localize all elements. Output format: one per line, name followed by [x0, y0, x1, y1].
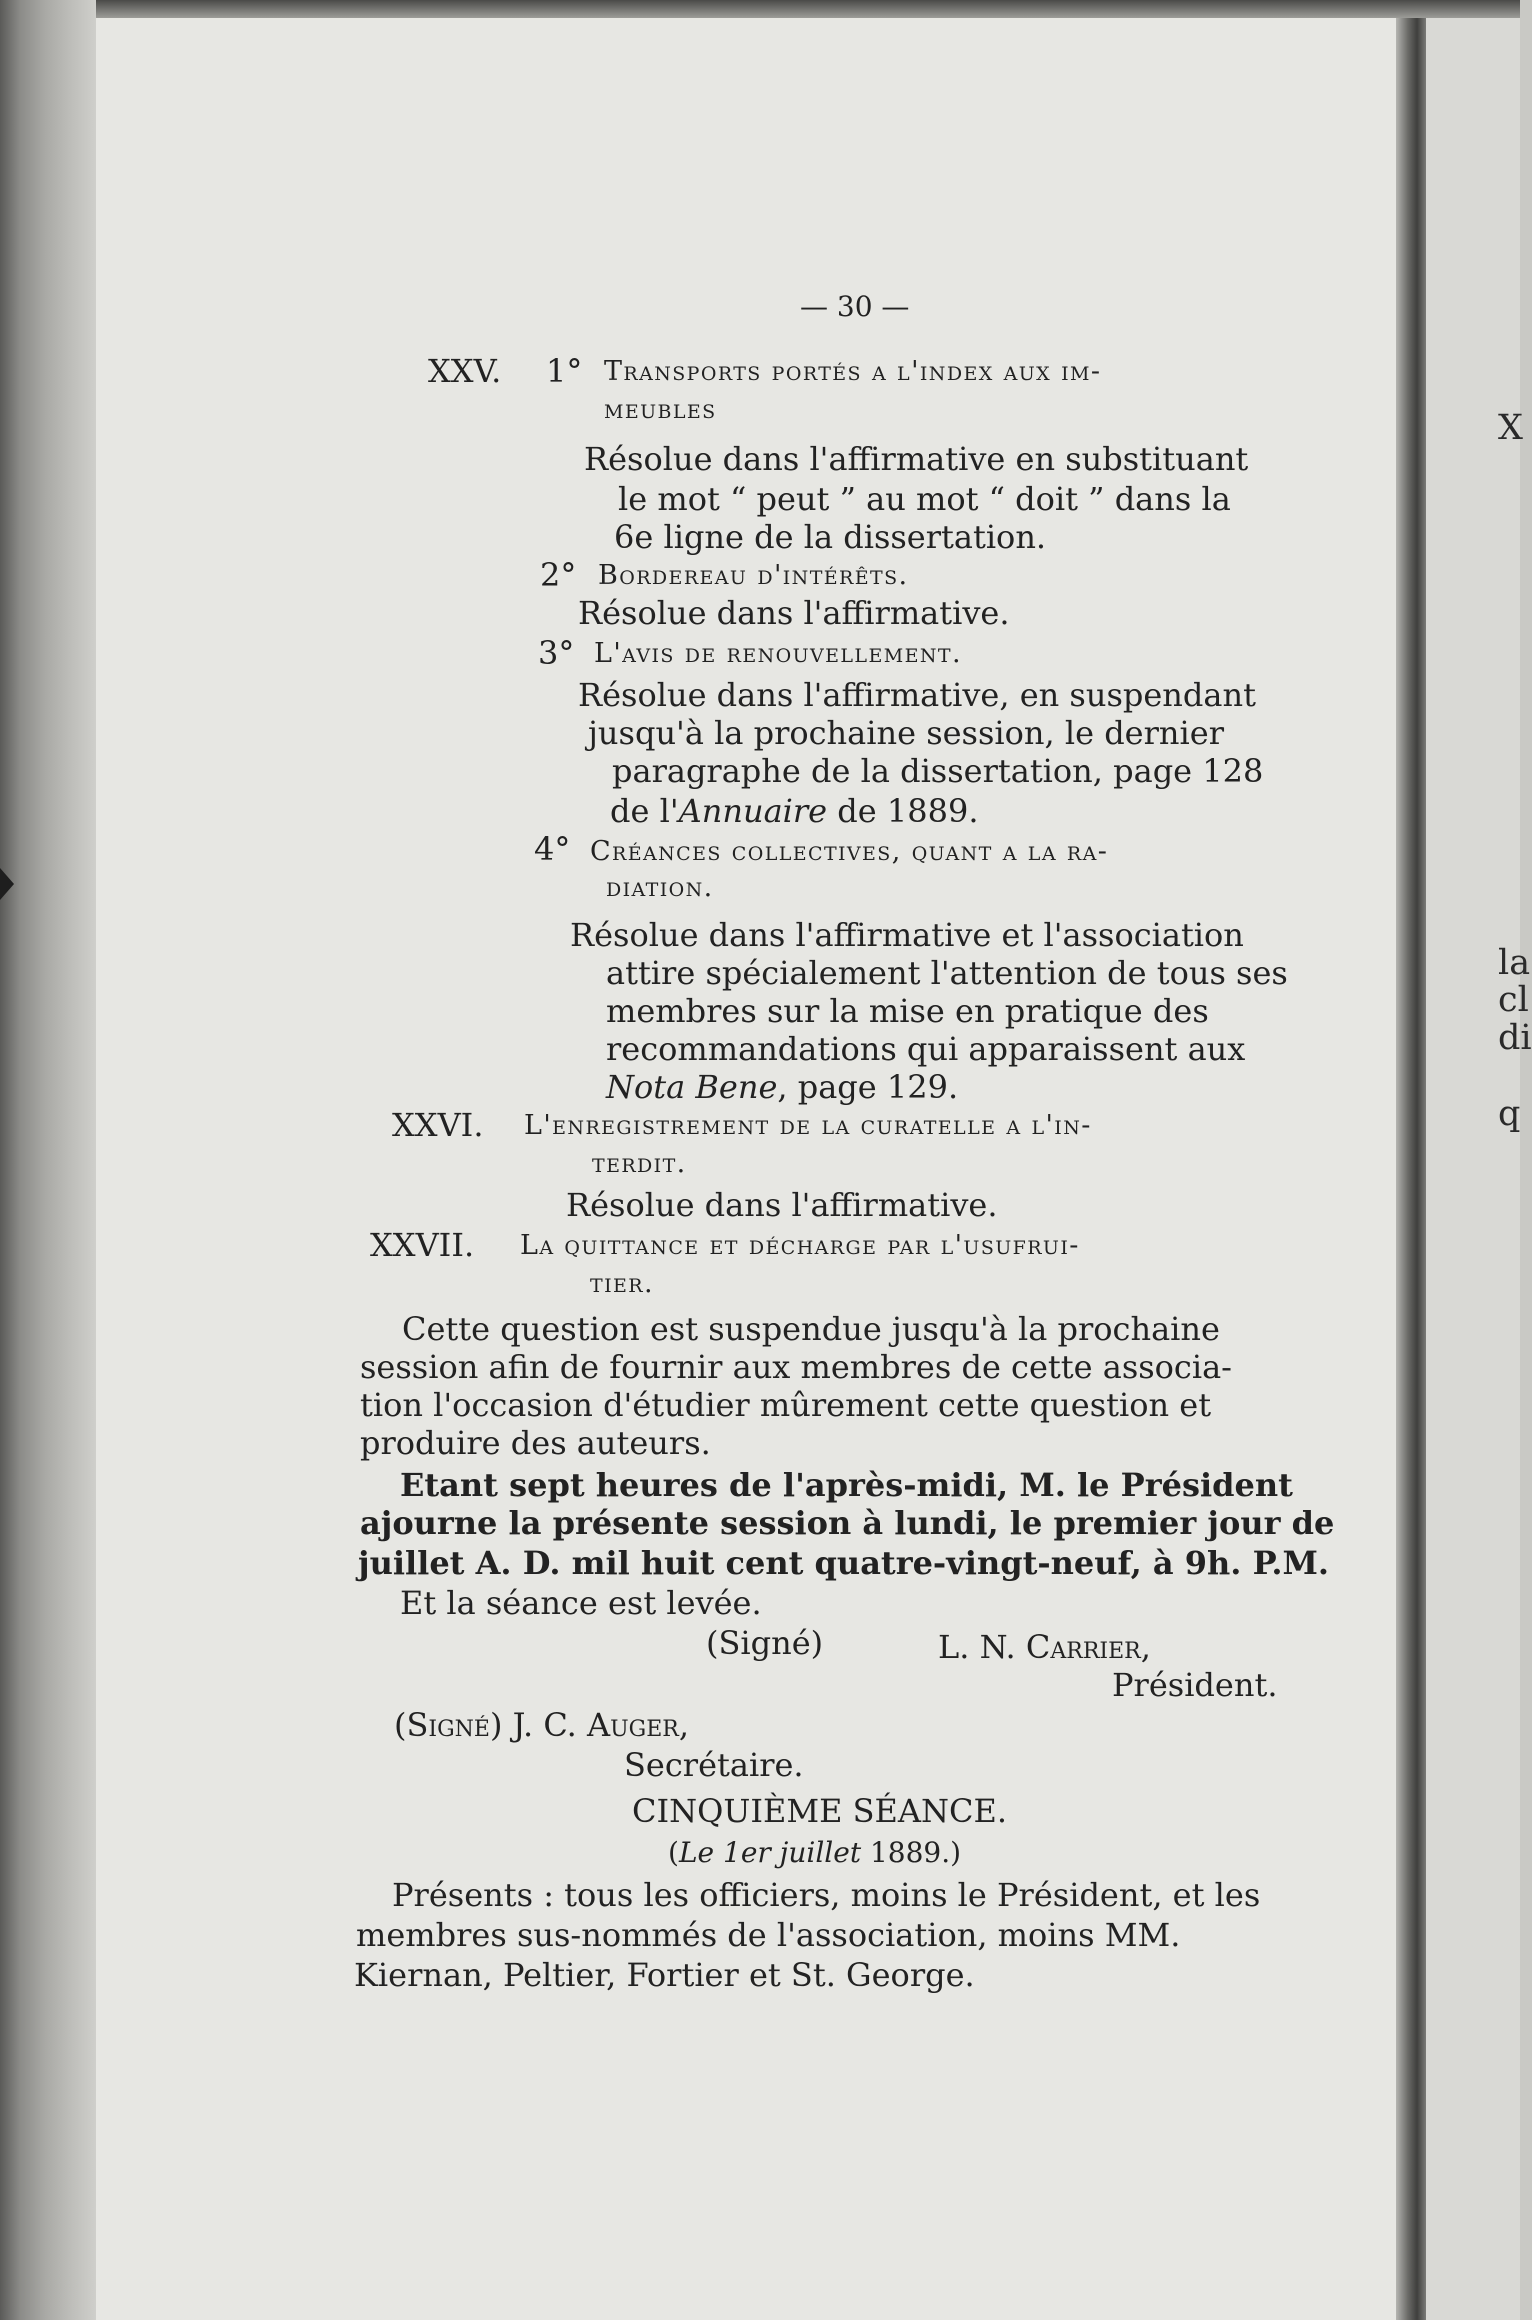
item-xxv-4-body-line: membres sur la mise en pratique des [606, 992, 1209, 1030]
item-xxv-4-body-last [606, 1068, 958, 1106]
fifth-session-date [668, 1836, 961, 1869]
item-xxvi-body: Résolue dans l'affirmative. [566, 1186, 998, 1224]
adjacent-page-fragment: cl [1498, 980, 1529, 1020]
item-xxv-numeral: XXV. [428, 352, 502, 390]
item-xxv-3-body-line: jusqu'à la prochaine session, le dernier [588, 714, 1224, 752]
adjacent-page-fragment: di [1498, 1018, 1532, 1058]
fifth-session-date-open: ( [668, 1836, 679, 1869]
nota-bene-title: Nota Bene [606, 1068, 778, 1106]
fifth-session-body-line: membres sus-nommés de l'association, moins MM. [356, 1916, 1181, 1954]
item-xxv-2-title: Bordereau d'intérêts. [598, 560, 909, 591]
item-xxv-1-body-line: le mot “ peut ” au mot “ doit ” dans la [618, 480, 1231, 518]
item-xxv-4-title: Créances collectives, quant a la ra- [590, 836, 1109, 867]
item-xxv-3-body-line: Résolue dans l'affirmative, en suspendant [578, 676, 1256, 714]
item-xxvi-numeral: XXVI. [392, 1106, 484, 1144]
president-signed-label: (Signé) [706, 1624, 824, 1662]
item-xxv-1-title: Transports portés a l'index aux im- [604, 356, 1102, 387]
book-left-edge [0, 0, 96, 2320]
item-xxvi-title: L'enregistrement de la curatelle a l'in- [524, 1110, 1092, 1141]
item-xxv-4-number: 4° [534, 830, 571, 868]
secretary-signature: (Signé) J. C. Auger, [394, 1706, 690, 1744]
item-xxv-4-body-line: recommandations qui apparaissent aux [606, 1030, 1246, 1068]
item-xxv-1-body-line: Résolue dans l'affirmative en substituant [584, 440, 1249, 478]
book-gutter [1396, 18, 1426, 2320]
item-xxv-1-number: 1° [546, 352, 583, 390]
item-xxvii-title: La quittance et décharge par l'usufrui- [520, 1230, 1080, 1261]
annuaire-title: Annuaire [678, 792, 828, 830]
item-xxv-4-body-line: Résolue dans l'affirmative et l'association [570, 916, 1244, 954]
item-xxv-3-number: 3° [538, 634, 575, 672]
item-xxv-3-body-last-suffix: de 1889. [827, 792, 979, 830]
item-xxv-2-number: 2° [540, 556, 577, 594]
page-tab-marker [0, 868, 14, 900]
adjacent-page-fragment: la [1498, 943, 1531, 983]
item-xxv-3-body-line: paragraphe de la dissertation, page 128 [612, 752, 1264, 790]
paragraph-adjournment-line: ajourne la présente session à lundi, le premier jour de [360, 1504, 1335, 1542]
paragraph-suspension-line: tion l'occasion d'étudier mûrement cette question et [360, 1386, 1212, 1424]
item-xxvii-numeral: XXVII. [370, 1226, 475, 1264]
book-top-edge [0, 0, 1520, 18]
item-xxv-3-body-last [610, 792, 978, 830]
item-xxv-4-body-last-suffix: , page 129. [777, 1068, 959, 1106]
fifth-session-date-italic: Le 1er juillet [678, 1836, 862, 1869]
fifth-session-heading: CINQUIÈME SÉANCE. [632, 1792, 1008, 1830]
fifth-session-body-line: Kiernan, Peltier, Fortier et St. George. [354, 1956, 975, 1994]
item-xxv-2-body: Résolue dans l'affirmative. [578, 594, 1010, 632]
item-xxv-1-body-line: 6e ligne de la dissertation. [614, 518, 1047, 556]
paragraph-suspension-line: session afin de fournir aux membres de cette associa- [360, 1348, 1232, 1386]
fifth-session-body-line: Présents : tous les officiers, moins le Président, et les [392, 1876, 1261, 1914]
secretary-title: Secrétaire. [624, 1746, 804, 1784]
item-xxv-4-title-cont: diation. [606, 872, 714, 903]
item-xxv-3-body-last-prefix: de l' [610, 792, 679, 830]
item-xxv-3-title: L'avis de renouvellement. [594, 638, 962, 669]
item-xxv-1-title-cont: meubles [604, 394, 717, 425]
adjacent-page-fragment: X [1498, 408, 1523, 448]
adjacent-page [1426, 18, 1532, 2320]
paragraph-closing: Et la séance est levée. [400, 1584, 762, 1622]
item-xxvii-title-cont: tier. [590, 1268, 654, 1299]
paragraph-adjournment-line: juillet A. D. mil huit cent quatre-vingt-neuf, à 9h. P.M. [358, 1544, 1330, 1582]
item-xxv-4-body-line: attire spécialement l'attention de tous ses [606, 954, 1288, 992]
fifth-session-date-close: 1889.) [861, 1836, 962, 1869]
paragraph-suspension-line: produire des auteurs. [360, 1424, 711, 1462]
adjacent-page-fragment: q [1498, 1094, 1521, 1134]
president-title: Président. [1112, 1666, 1278, 1704]
item-xxvi-title-cont: terdit. [592, 1148, 687, 1179]
paragraph-adjournment-line: Etant sept heures de l'après-midi, M. le Président [400, 1466, 1293, 1504]
paragraph-suspension-line: Cette question est suspendue jusqu'à la prochaine [402, 1310, 1220, 1348]
page-number: — 30 — [800, 290, 910, 323]
president-name: L. N. Carrier, [938, 1628, 1151, 1666]
